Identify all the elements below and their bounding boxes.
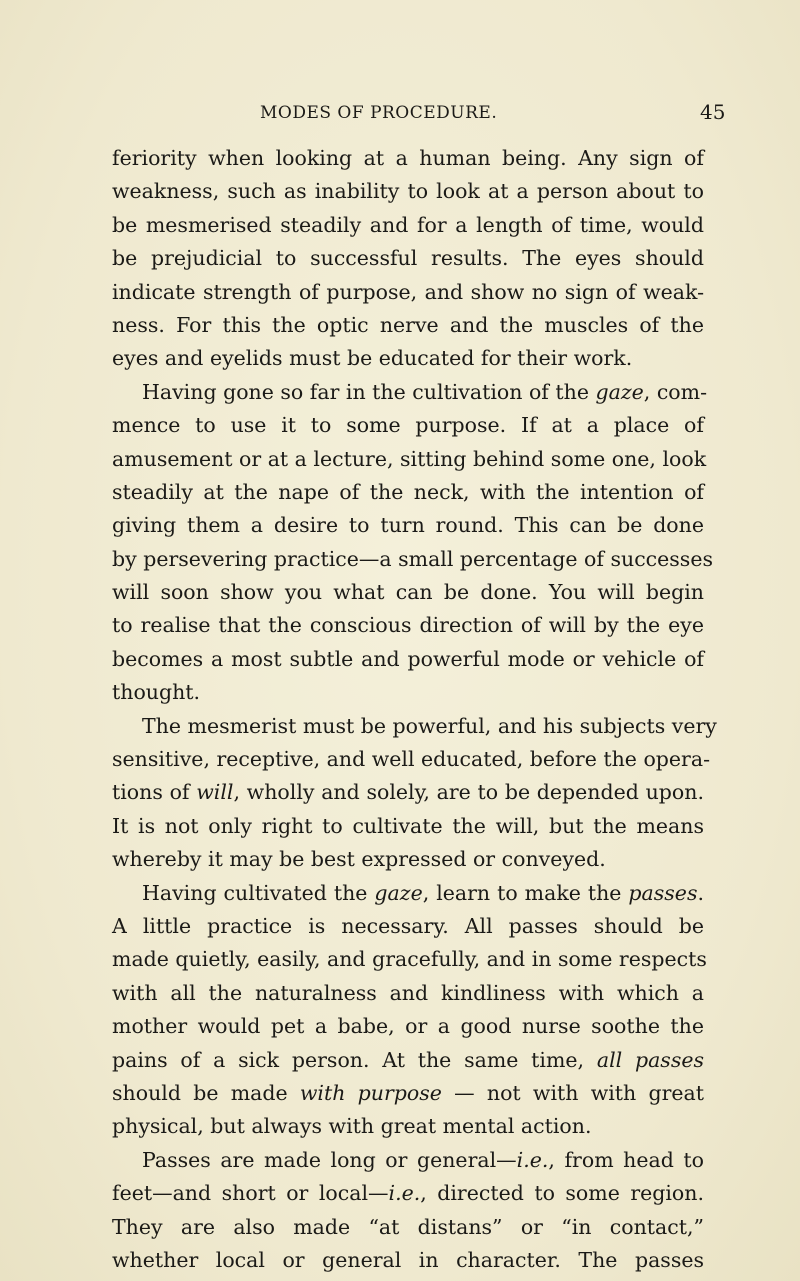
text-span: Having cultivated the [142,880,375,905]
text-line: mother would pet a babe, or a good nurse soothe the [112,1014,704,1039]
text-line: to realise that the conscious direction of will by the eye [112,613,704,638]
text-span: , wholly and solely, are to be depended upon. [233,780,704,805]
text-line: amusement or at a lecture, sitting behind some one, look [112,446,707,471]
italic-span: gaze [374,880,423,905]
text-span: pains of a sick person. At the same time, [112,1047,597,1072]
text-line: made quietly, easily, and gracefully, and in some respects [112,947,707,972]
text-line: steadily at the nape of the neck, with the intention of [112,479,704,504]
text-span: tions of [112,780,197,805]
text-line [112,1177,704,1210]
text-line: eyes and eyelids must be educated for their work. [112,346,633,371]
text-line: They are also made “at distans” or “in contact,” [112,1214,704,1239]
italic-span: with purpose [299,1080,442,1105]
text-line [112,877,704,910]
italic-span: gaze [595,379,644,404]
text-span: , com- [643,379,708,404]
text-line: indicate strength of purpose, and show no sign of weak- [112,279,704,304]
text-line: The mesmerist must be powerful, and his subjects very [142,713,717,738]
text-line: weakness, such as inability to look at a person about to [112,179,704,204]
text-line: A little practice is necessary. All passes should be [112,913,704,938]
text-span: . [697,880,704,905]
italic-span: i.e. [388,1181,421,1206]
text-line: becomes a most subtle and powerful mode or vehicle of [112,646,704,671]
italic-span: all passes [596,1047,704,1072]
text-span: , learn to make the [422,880,629,905]
text-line: with all the naturalness and kindliness with which a [112,980,704,1005]
body-text [112,142,717,1277]
text-line: by persevering practice—a small percentage of successes [112,546,713,571]
running-title: MODES OF PROCEDURE. [260,103,498,123]
text-line: It is not only right to cultivate the will, but the means [112,813,704,838]
italic-span: will [196,780,234,805]
text-span: Having gone so far in the cultivation of the [142,379,596,404]
italic-span: passes [628,880,698,905]
text-line: sensitive, receptive, and well educated, before the opera- [112,747,711,772]
text-line: whether local or general in character. The passes [112,1247,704,1272]
text-line: giving them a desire to turn round. This can be done [112,513,704,538]
italic-span: i.e. [516,1147,549,1172]
page-number: 45 [700,100,726,124]
text-line [112,1077,704,1110]
text-line [112,776,704,809]
text-span: , from head to [548,1147,704,1172]
text-line: be prejudicial to successful results. The eyes should [112,246,704,271]
text-span: , directed to some region. [420,1181,704,1206]
text-line: feriority when looking at a human being. Any sign of [112,146,704,170]
text-line: will soon show you what can be done. You will begin [112,580,704,605]
text-line: mence to use it to some purpose. If at a place of [112,413,704,438]
text-line [112,1044,704,1077]
text-line: thought. [112,680,201,705]
text-line: ness. For this the optic nerve and the muscles of the [112,312,704,337]
text-span: Passes are made long or general— [142,1147,517,1172]
text-line [112,376,708,409]
text-span: should be made [112,1080,300,1105]
text-span: feet—and short or local— [112,1181,389,1206]
text-span: — not with with great [441,1080,704,1105]
text-line: be mesmerised steadily and for a length of time, would [112,212,704,237]
text-line: whereby it may be best expressed or conveyed. [112,847,606,872]
text-line: physical, but always with great mental action. [112,1114,592,1139]
text-line [112,1144,704,1177]
